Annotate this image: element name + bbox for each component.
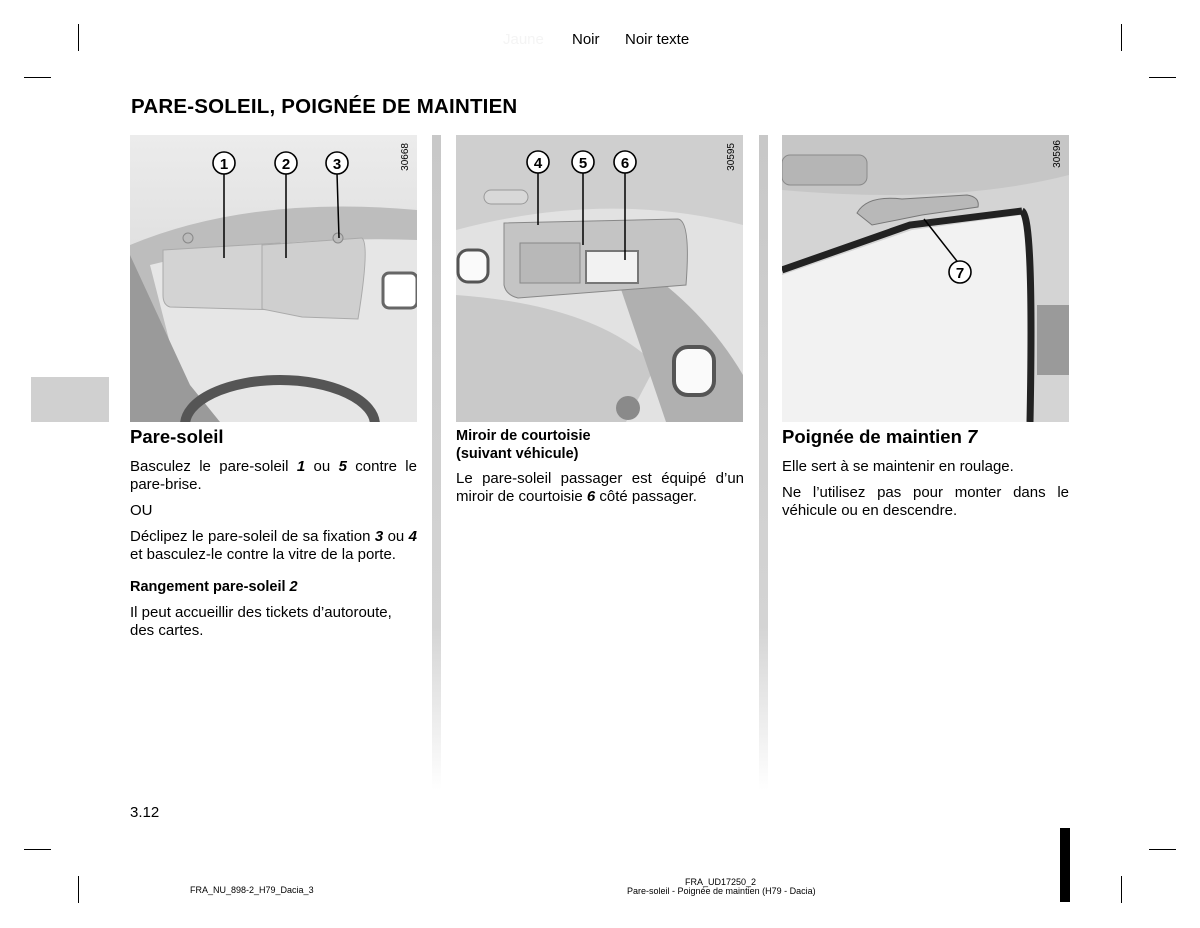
figure-vanity-mirror <box>456 135 743 422</box>
figure-ref: 30668 <box>400 143 411 171</box>
crop-mark <box>1149 77 1176 78</box>
callout-6: 6 <box>620 155 630 172</box>
chapter-tab <box>31 377 109 422</box>
text: et basculez-le contre la vitre de la porte. <box>130 546 396 563</box>
section-heading-grab-handle <box>782 426 1069 448</box>
callout-1: 1 <box>219 156 229 173</box>
ref-number: 4 <box>408 528 417 545</box>
footer-right-code: FRA_UD17250_2 <box>685 877 757 887</box>
callout-3: 3 <box>332 156 342 173</box>
text: Poignée de maintien <box>782 426 968 447</box>
header-noir: Noir <box>572 31 600 48</box>
ref-number: 5 <box>338 458 347 475</box>
crop-mark <box>78 24 79 51</box>
header-noir-texte: Noir texte <box>625 31 690 48</box>
callout-4: 4 <box>533 155 543 172</box>
crop-mark <box>24 77 51 78</box>
crop-mark <box>24 849 51 850</box>
ref-number: 2 <box>289 579 298 595</box>
paragraph-ou: OU <box>130 502 153 519</box>
ref-number: 3 <box>374 528 384 545</box>
header-jaune: Jaune <box>503 31 544 48</box>
paragraph: Elle sert à se maintenir en roulage. <box>782 458 1014 475</box>
subheading-vanity-mirror-note: (suivant véhicule) <box>456 446 579 462</box>
thumb-bar <box>1060 828 1070 902</box>
column-2 <box>456 427 744 506</box>
paragraph: Il peut accueillir des tickets d’autoroute, des cartes. <box>130 604 392 639</box>
text: Le pare-soleil passager est équipé d’un miroir de courtoisie <box>456 470 744 505</box>
subheading-vanity-mirror: Miroir de courtoisie <box>456 428 591 444</box>
callout-2: 2 <box>281 156 291 173</box>
paragraph <box>456 470 744 506</box>
column-3 <box>782 426 1069 520</box>
page-title: PARE-SOLEIL, POIGNÉE DE MAINTIEN <box>131 95 518 118</box>
crop-mark <box>78 876 79 903</box>
text: ou <box>383 528 409 545</box>
paragraph: Ne l’utilisez pas pour monter dans le véhicule ou en descendre. <box>782 484 1069 519</box>
callout-5: 5 <box>578 155 588 172</box>
paragraph <box>130 528 417 564</box>
crop-mark <box>1121 24 1122 51</box>
text: contre le pare-brise. <box>130 458 417 493</box>
section-heading-sun-visor: Pare-soleil <box>130 426 224 447</box>
ref-number: 7 <box>967 426 978 447</box>
column-separator <box>432 135 441 790</box>
text: ou <box>305 458 339 475</box>
ref-number: 1 <box>296 458 306 475</box>
column-1 <box>130 426 417 640</box>
figure-ref: 30595 <box>726 143 737 171</box>
column-separator <box>759 135 768 790</box>
page-number: 3.12 <box>130 804 160 821</box>
text: Basculez le pare-soleil <box>130 458 297 475</box>
figure-ref: 30596 <box>1052 140 1063 168</box>
text: Déclipez le pare-soleil de sa fixation <box>130 528 375 545</box>
callout-7: 7 <box>955 265 965 282</box>
crop-mark <box>1149 849 1176 850</box>
figure-grab-handle <box>782 135 1069 422</box>
footer-left-code: FRA_NU_898-2_H79_Dacia_3 <box>190 885 314 895</box>
crop-mark <box>1121 876 1122 903</box>
footer-right-desc: Pare-soleil - Poignée de maintien (H79 - Dacia) <box>627 886 816 896</box>
figure-sun-visors <box>130 135 417 422</box>
text: Rangement pare-soleil <box>130 579 290 595</box>
text: côté passager. <box>595 488 697 505</box>
paragraph <box>130 458 417 494</box>
ref-number: 6 <box>586 488 596 505</box>
subheading-storage <box>130 578 417 596</box>
